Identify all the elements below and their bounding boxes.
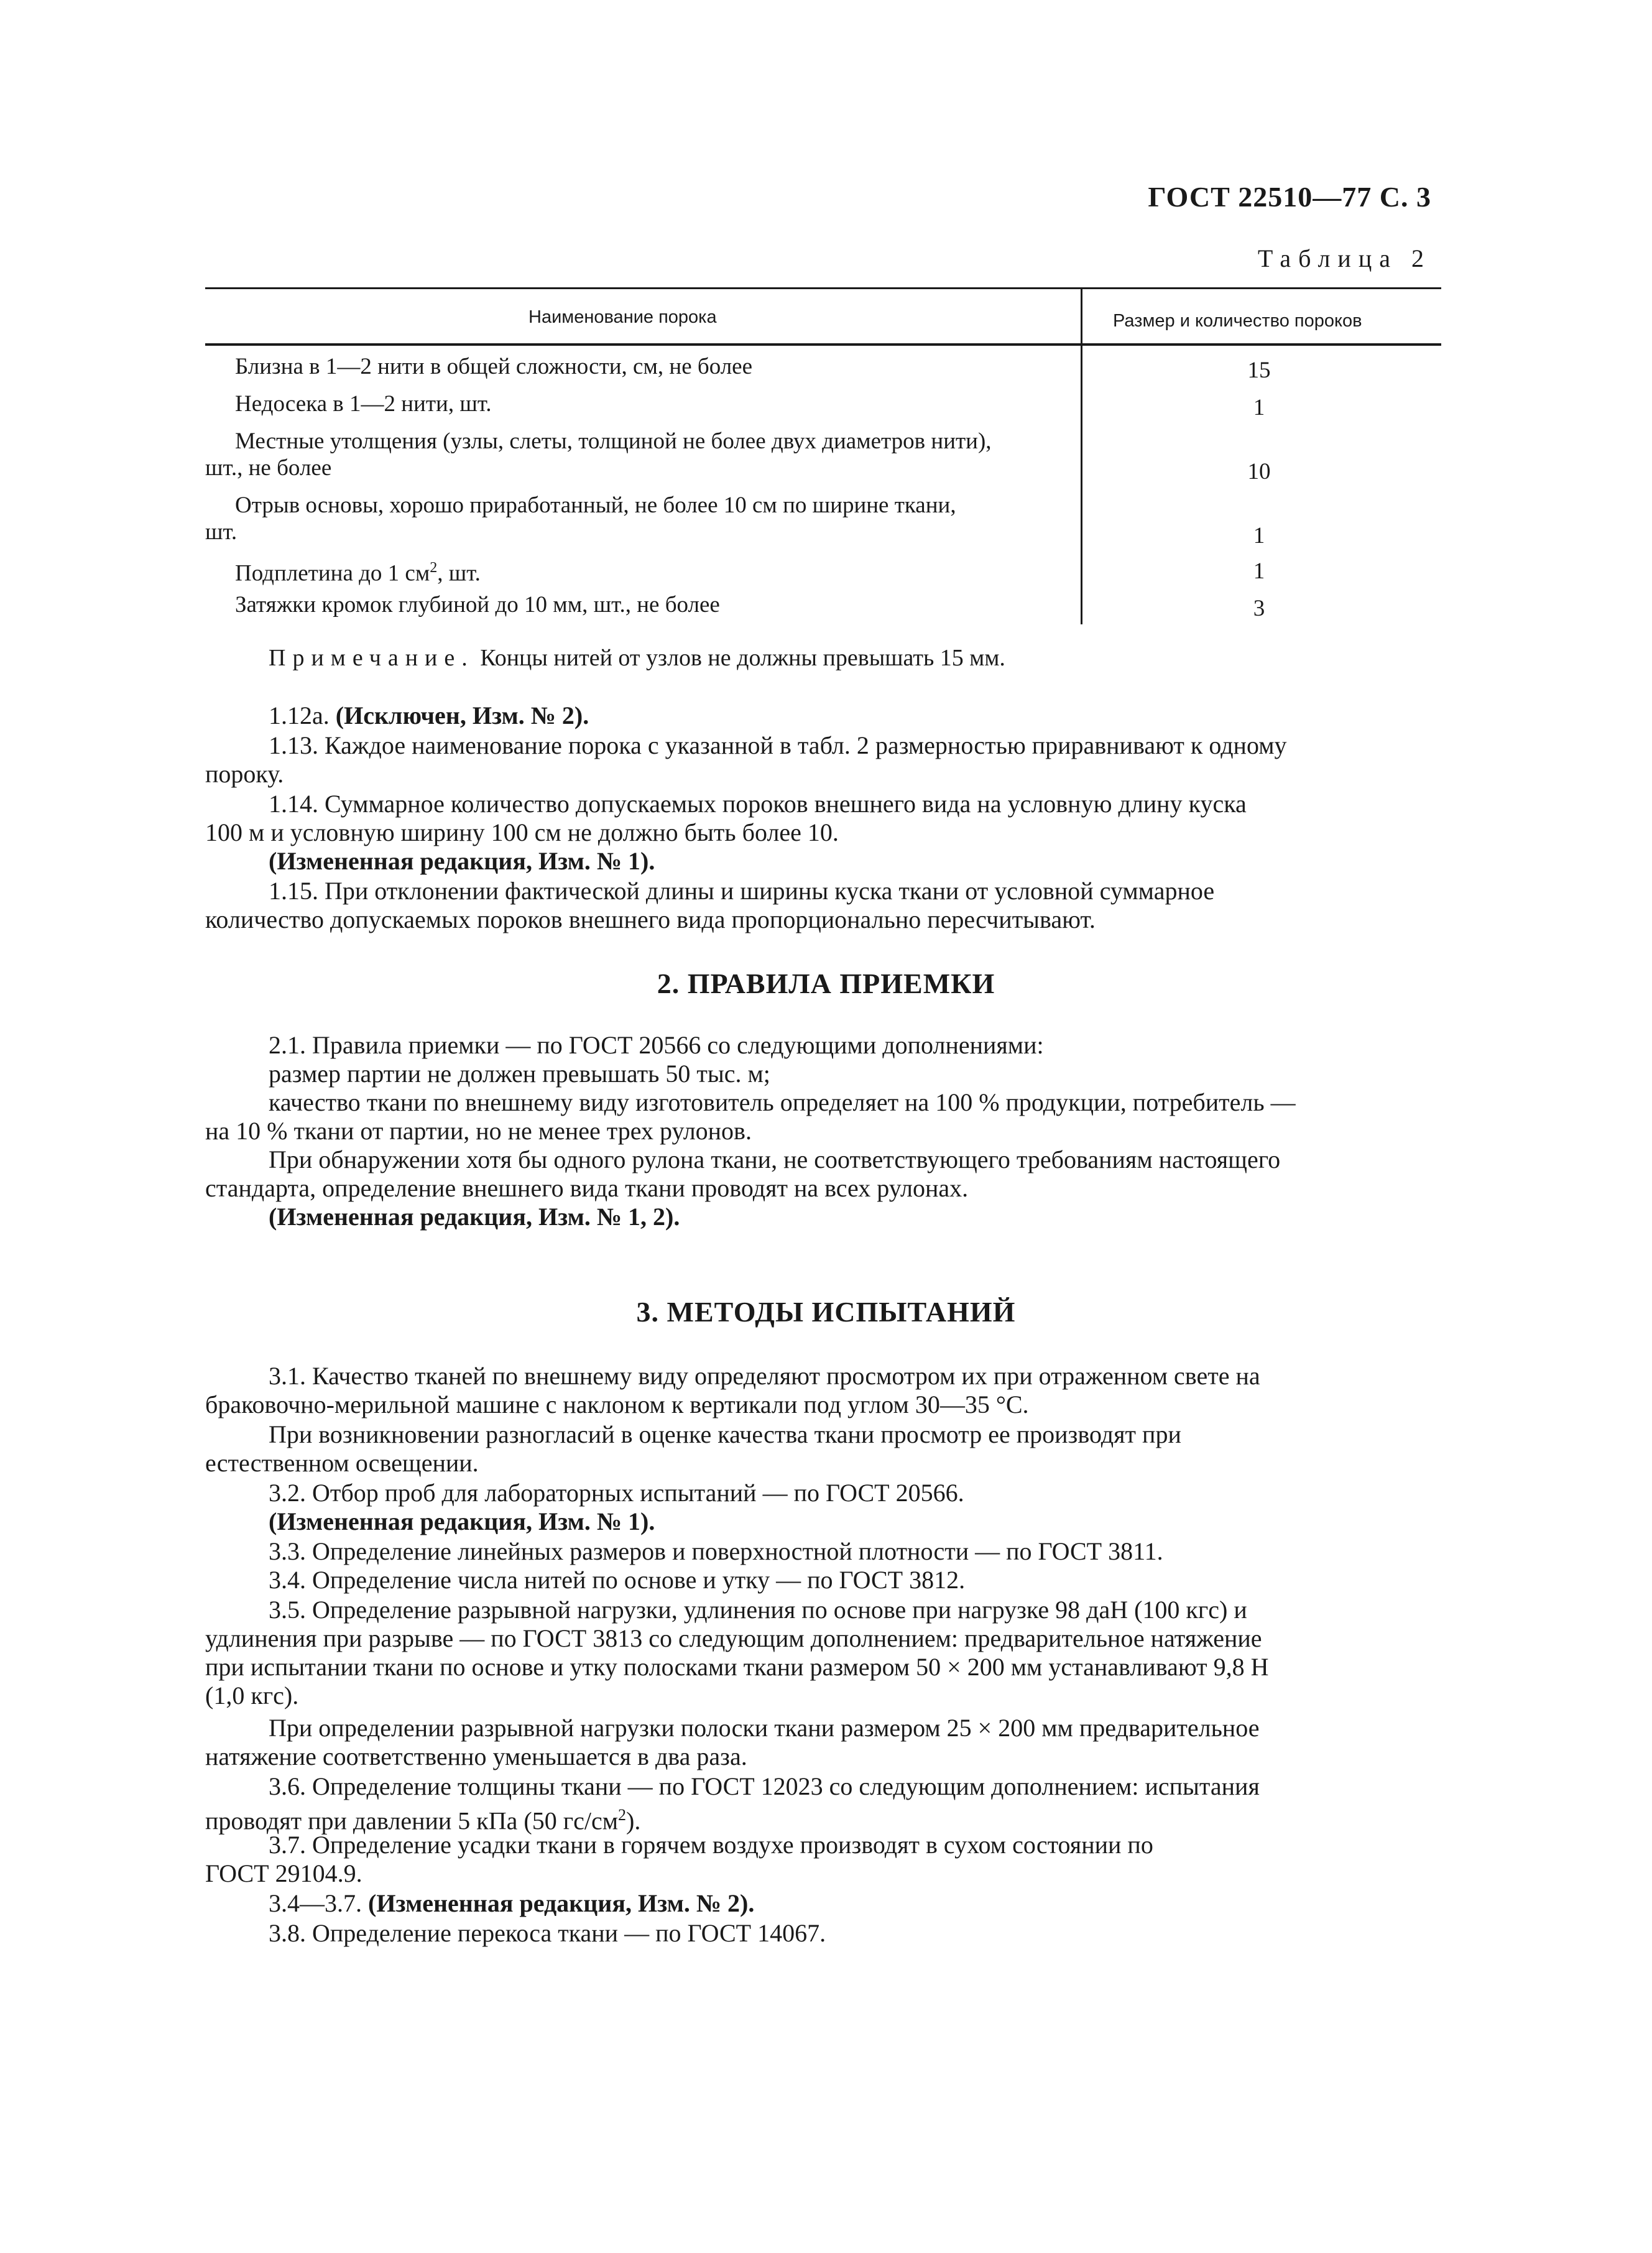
clause-3-5-line1: 3.5. Определение разрывной нагрузки, удлинения по основе при нагрузке 98 даН (100 кгс) и xyxy=(269,1596,1247,1624)
clause-3-8: 3.8. Определение перекоса ткани — по ГОСТ 14067. xyxy=(269,1919,826,1947)
clause-3-1-line2: браковочно-мерильной машине с наклоном к вертикали под углом 30—35 °С. xyxy=(205,1390,1029,1418)
section-3-title: 3. МЕТОДЫ ИСПЫТАНИЙ xyxy=(636,1296,1016,1328)
table-col1-header: Наименование порока xyxy=(528,307,717,327)
table-row-5-value: 1 xyxy=(1253,558,1265,584)
table-row-5-text-end: , шт. xyxy=(437,560,481,586)
table-row-4-name: Отрыв основы, хорошо приработанный, не более 10 см по ширине ткани, xyxy=(235,493,956,518)
table-column-divider xyxy=(1081,287,1082,624)
table-top-rule xyxy=(205,287,1441,289)
note-label: Примечание. xyxy=(269,645,474,671)
table-row-3-name-cont: шт., не более xyxy=(205,455,332,481)
table-row-3-name: Местные утолщения (узлы, слеты, толщиной не более двух диаметров нити), xyxy=(235,428,992,454)
page-header: ГОСТ 22510—77 С. 3 xyxy=(1148,181,1431,213)
table-caption: Таблица 2 xyxy=(1257,244,1431,272)
table-row-6-value: 3 xyxy=(1253,596,1265,621)
clause-2-1-line2: размер партии не должен превышать 50 тыс. м; xyxy=(269,1060,770,1088)
table-row-2-value: 1 xyxy=(1253,395,1265,420)
clause-2-1-edit: (Измененная редакция, Изм. № 1, 2). xyxy=(269,1203,680,1231)
note-text: Концы нитей от узлов не должны превышать 15 мм. xyxy=(474,645,1005,671)
clause-2-1-line6: стандарта, определение внешнего вида ткани проводят на всех рулонах. xyxy=(205,1174,969,1202)
clause-3-4-3-7-edit xyxy=(269,1889,754,1918)
section-2-title: 2. ПРАВИЛА ПРИЕМКИ xyxy=(657,968,995,999)
clause-3-6-text-end: ). xyxy=(626,1807,641,1835)
table-header-rule xyxy=(205,343,1441,346)
clause-3-4: 3.4. Определение числа нитей по основе и утку — по ГОСТ 3812. xyxy=(269,1566,966,1594)
clause-3-6-sup: 2 xyxy=(618,1806,627,1824)
clause-3-1-line1: 3.1. Качество тканей по внешнему виду определяют просмотром их при отраженном свете на xyxy=(269,1362,1260,1390)
table-note xyxy=(269,644,1005,672)
clause-3-2: 3.2. Отбор проб для лабораторных испытаний — по ГОСТ 20566. xyxy=(269,1479,964,1507)
table-row-5-text: Подплетина до 1 см xyxy=(235,560,430,586)
clause-3-5b-line1: При определении разрывной нагрузки полоски ткани размером 25 × 200 мм предварительное xyxy=(269,1714,1260,1742)
clause-3-4-3-7-bold: (Измененная редакция, Изм. № 2). xyxy=(368,1889,755,1917)
clause-1-12a xyxy=(269,701,589,730)
clause-3-7-line2: ГОСТ 29104.9. xyxy=(205,1859,362,1887)
clause-2-1-line1: 2.1. Правила приемки — по ГОСТ 20566 со следующими дополнениями: xyxy=(269,1031,1044,1059)
clause-3-5-line3: при испытании ткани по основе и утку полосками ткани размером 50 × 200 мм устанавливают 9,8 Н xyxy=(205,1653,1269,1681)
clause-3-2-edit: (Измененная редакция, Изм. № 1). xyxy=(269,1507,655,1535)
clause-3-1b-line2: естественном освещении. xyxy=(205,1449,479,1477)
clause-3-5b-line2: натяжение соответственно уменьшается в два раза. xyxy=(205,1742,747,1770)
table-row-5-sup: 2 xyxy=(430,560,438,576)
clause-1-12a-num: 1.12а. xyxy=(269,701,336,729)
clause-3-1b-line1: При возникновении разногласий в оценке качества ткани просмотр ее производят при xyxy=(269,1420,1181,1448)
clause-2-1-line4: на 10 % ткани от партии, но не менее трех рулонов. xyxy=(205,1117,752,1145)
clause-1-14-line1: 1.14. Суммарное количество допускаемых пороков внешнего вида на условную длину куска xyxy=(269,790,1247,818)
table-row-1-name: Близна в 1—2 нити в общей сложности, см, не более xyxy=(235,354,753,379)
clause-1-14-edit: (Измененная редакция, Изм. № 1). xyxy=(269,847,655,875)
table-row-5-name xyxy=(235,555,481,586)
clause-1-15-line2: количество допускаемых пороков внешнего вида пропорционально пересчитывают. xyxy=(205,905,1096,933)
table-row-4-value: 1 xyxy=(1253,523,1265,548)
table-col2-header: Размер и количество пороков xyxy=(1113,311,1362,331)
clause-3-3: 3.3. Определение линейных размеров и поверхностной плотности — по ГОСТ 3811. xyxy=(269,1537,1163,1565)
clause-1-12a-bold: (Исключен, Изм. № 2). xyxy=(335,701,589,729)
table-row-6-name: Затяжки кромок глубиной до 10 мм, шт., не более xyxy=(235,592,720,618)
clause-3-7-line1: 3.7. Определение усадки ткани в горячем воздухе производят в сухом состоянии по xyxy=(269,1831,1153,1859)
clause-1-15-line1: 1.15. При отклонении фактической длины и ширины куска ткани от условной суммарное xyxy=(269,877,1215,905)
table-row-3-value: 10 xyxy=(1247,459,1271,484)
clause-2-1-line5: При обнаружении хотя бы одного рулона ткани, не соответствующего требованиям настоящего xyxy=(269,1145,1281,1173)
clause-3-5-line2: удлинения при разрыве — по ГОСТ 3813 со следующим дополнением: предварительное натяжение xyxy=(205,1624,1262,1652)
table-row-1-value: 15 xyxy=(1247,358,1271,383)
clause-3-5-line4: (1,0 кгс). xyxy=(205,1682,299,1709)
table-row-4-name-cont: шт. xyxy=(205,519,238,545)
clause-3-6-line1: 3.6. Определение толщины ткани — по ГОСТ 12023 со следующим дополнением: испытания xyxy=(269,1772,1260,1800)
clause-3-6-text: проводят при давлении 5 кПа (50 гс/см xyxy=(205,1807,619,1835)
table-row-2-name: Недосека в 1—2 нити, шт. xyxy=(235,391,492,417)
clause-1-14-line2: 100 м и условную ширину 100 см не должно быть более 10. xyxy=(205,818,839,846)
clause-2-1-line3: качество ткани по внешнему виду изготовитель определяет на 100 % продукции, потребитель — xyxy=(269,1088,1296,1116)
clause-1-13-line1: 1.13. Каждое наименование порока с указанной в табл. 2 размерностью приравнивают к одному xyxy=(269,731,1287,759)
clause-3-4-3-7-num: 3.4—3.7. xyxy=(269,1889,368,1917)
clause-1-13-line2: пороку. xyxy=(205,760,284,788)
